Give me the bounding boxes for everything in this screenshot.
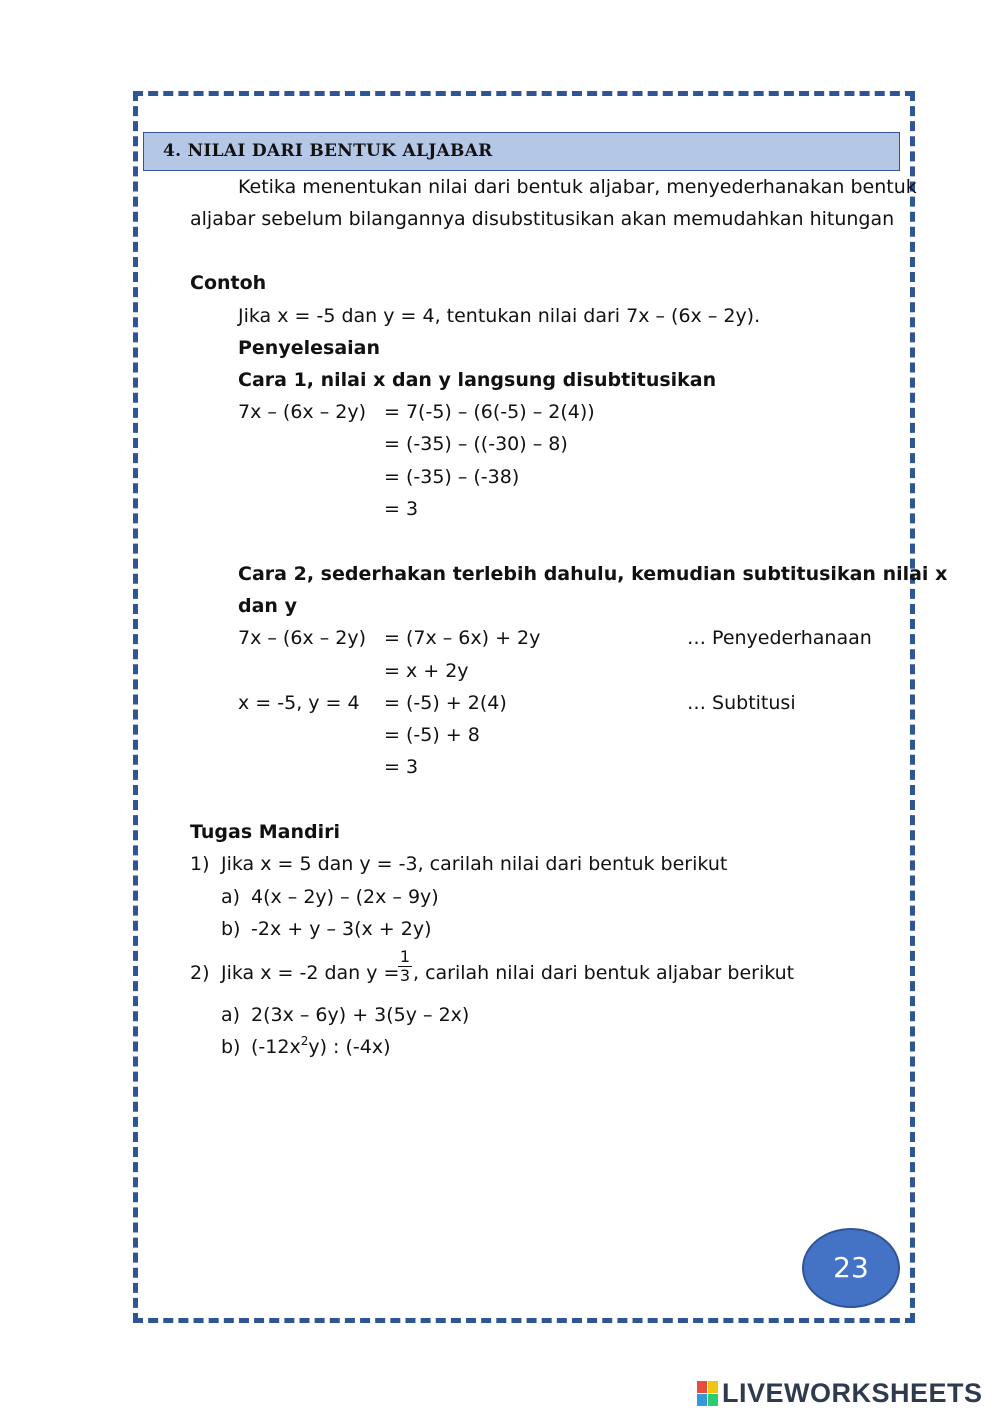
task2-number: 2) — [190, 962, 210, 984]
tasks-heading: Tugas Mandiri — [190, 821, 340, 843]
method1-step: = 7(-5) – (6(-5) – 2(4)) — [384, 401, 595, 423]
fraction-one-third — [398, 948, 412, 985]
method2-step: = (-5) + 2(4) — [384, 692, 507, 714]
task1-number: 1) — [190, 853, 210, 875]
exponent: 2 — [300, 1034, 309, 1048]
example-problem: Jika x = -5 dan y = 4, tentukan nilai dari 7x – (6x – 2y). — [238, 305, 761, 327]
liveworksheets-watermark[interactable] — [697, 1378, 983, 1408]
task1a-label: a) — [221, 886, 241, 908]
method1-heading: Cara 1, nilai x dan y langsung disubtitusikan — [238, 369, 717, 391]
example-heading: Contoh — [190, 272, 267, 294]
intro-line-2: aljabar sebelum bilangannya disubstitusikan akan memudahkan hitungan — [190, 208, 895, 230]
task2-text-after: , carilah nilai dari bentuk aljabar berikut — [413, 962, 795, 984]
fraction-numerator: 1 — [399, 947, 411, 966]
method2-step: = 3 — [384, 756, 419, 778]
method1-step: = (-35) – ((-30) – 8) — [384, 433, 568, 455]
method1-expression: 7x – (6x – 2y) — [238, 401, 366, 423]
task2a-label: a) — [221, 1004, 241, 1026]
task2b-expression: $(-12x^2y)$ : (-4x) — [251, 1034, 391, 1058]
task2b-label: b) — [221, 1036, 241, 1058]
method2-left: x = -5, y = 4 — [238, 692, 360, 714]
method2-step: = (-5) + 8 — [384, 724, 480, 746]
section-title: NILAI DARI BENTUK ALJABAR — [187, 141, 493, 161]
intro-line-1: Ketika menentukan nilai dari bentuk aljabar, menyederhanakan bentuk — [238, 176, 917, 198]
task1b-label: b) — [221, 918, 241, 940]
method1-step: = (-35) – (-38) — [384, 466, 520, 488]
method2-step: = (7x – 6x) + 2y — [384, 627, 541, 649]
task2-text-before: Jika x = -2 dan y = — [221, 962, 400, 984]
task1b-expression: -2x + y – 3(x + 2y) — [251, 918, 432, 940]
fraction-denominator: 3 — [399, 966, 411, 985]
watermark-text: LIVEWORKSHEETS — [722, 1377, 983, 1408]
task1a-expression: 4(x – 2y) – (2x – 9y) — [251, 886, 439, 908]
method2-heading-line2: dan y — [238, 595, 297, 617]
liveworksheets-logo-icon — [697, 1381, 718, 1406]
method2-note: … Subtitusi — [687, 692, 796, 714]
method2-left: 7x – (6x – 2y) — [238, 627, 366, 649]
section-number: 4. — [163, 141, 182, 161]
section-header — [143, 132, 900, 171]
method2-heading: Cara 2, sederhakan terlebih dahulu, kemudian subtitusikan nilai x — [238, 563, 948, 585]
task2a-expression: 2(3x – 6y) + 3(5y – 2x) — [251, 1004, 470, 1026]
method1-step: = 3 — [384, 498, 419, 520]
page-number-badge: 23 — [802, 1228, 900, 1308]
solution-heading: Penyelesaian — [238, 337, 380, 359]
method2-step: = x + 2y — [384, 660, 469, 682]
method2-note: … Penyederhanaan — [687, 627, 872, 649]
task1-text: Jika x = 5 dan y = -3, carilah nilai dari bentuk berikut — [221, 853, 728, 875]
